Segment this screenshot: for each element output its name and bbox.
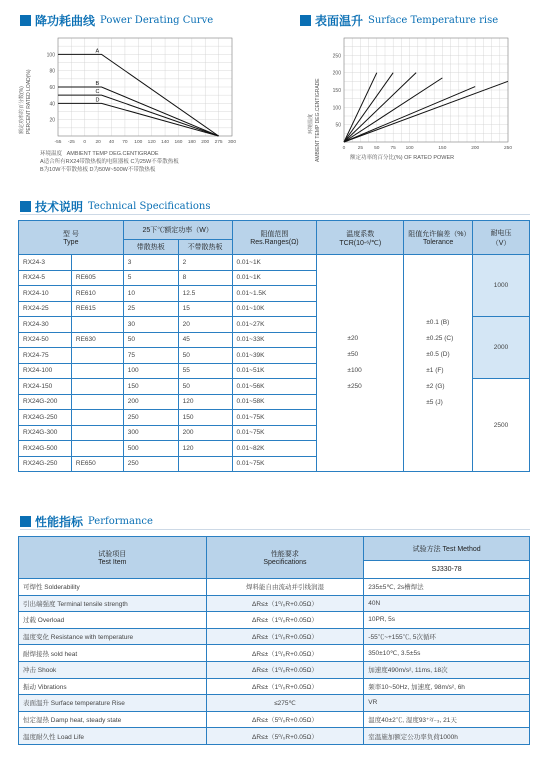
x-tick-label: 75 xyxy=(390,146,396,151)
table-cell: RE615 xyxy=(71,301,123,317)
x-tick-label: 100 xyxy=(405,146,414,151)
table-cell xyxy=(71,379,123,395)
header-specifications xyxy=(206,537,364,579)
table-cell: 2 xyxy=(178,255,232,271)
y-tick-label: 80 xyxy=(49,68,55,75)
table-cell: 0.01~75K xyxy=(232,456,317,472)
table-cell: RX24-150 xyxy=(19,379,72,395)
y-tick-label: 40 xyxy=(49,101,55,108)
header-item-cn: 试验项目 xyxy=(98,551,127,558)
table-cell-item: 耐焊接热 sold heat xyxy=(19,645,207,662)
table-cell: 50 xyxy=(178,379,232,395)
tcr-value: ±100 xyxy=(347,367,362,374)
tolerance-value: ±0.5 (D) xyxy=(426,351,450,358)
table-cell-method: 加速度490m/s², 11ms, 18次 xyxy=(364,661,530,678)
temperature-xcaption-cn: 额定功率的百分比(%) xyxy=(350,155,403,161)
table-cell-spec: 焊料能自由流动并引线润湿 xyxy=(206,579,364,596)
header-voltage xyxy=(473,221,530,255)
table-cell xyxy=(178,456,232,472)
table-cell-method: VR xyxy=(364,695,530,712)
table-cell: 0.01~75K xyxy=(232,425,317,441)
table-cell: 0.01~33K xyxy=(232,332,317,348)
perf-table xyxy=(18,536,530,745)
table-row xyxy=(19,579,530,596)
table-cell-method: 40N xyxy=(364,595,530,612)
section-tech-title xyxy=(20,198,210,214)
derating-ylabel-en: PERCENT RATED LOAD(%) xyxy=(26,69,32,134)
header-tcr xyxy=(317,221,404,255)
table-cell-item: 振动 Vibrations xyxy=(19,678,207,695)
table-cell xyxy=(71,255,123,271)
table-cell-spec: ΔR≤±（1⁰/₀R+0.05Ω） xyxy=(206,645,364,662)
y-tick-label: 20 xyxy=(49,117,55,124)
table-cell: RX24G-200 xyxy=(19,394,72,410)
table-cell-item: 冲击 Shook xyxy=(19,661,207,678)
table-cell: 250 xyxy=(123,410,178,426)
section-square-icon xyxy=(20,201,31,212)
header-standard: SJ330-78 xyxy=(364,561,530,579)
table-cell-spec: ΔR≤±（1⁰/₀R+0.05Ω） xyxy=(206,595,364,612)
header-tcr-cn: 温度系数 xyxy=(346,230,375,238)
table-row xyxy=(19,255,530,271)
table-cell: 5 xyxy=(123,270,178,286)
temperature-y-ticks xyxy=(333,53,342,128)
header-tolerance xyxy=(404,221,473,255)
table-cell: 0.01~1K xyxy=(232,270,317,286)
derating-chart xyxy=(14,34,284,154)
table-cell: 45 xyxy=(178,332,232,348)
table-cell xyxy=(71,348,123,364)
table-cell: 10 xyxy=(123,286,178,302)
table-cell-method: 频率10~50Hz, 加速度, 98m/s², 6h xyxy=(364,678,530,695)
x-tick-label: 150 xyxy=(438,146,447,151)
x-tick-label: 120 xyxy=(147,140,156,145)
table-cell: RX24-25 xyxy=(19,301,72,317)
header-test-method: 试验方法 Test Method xyxy=(364,537,530,561)
x-tick-label: 250 xyxy=(503,146,513,151)
table-cell: 120 xyxy=(178,441,232,457)
y-tick-label: 100 xyxy=(46,52,55,59)
section-title-cn: 技术说明 xyxy=(35,199,84,214)
table-cell: RX24-3 xyxy=(19,255,72,271)
table-cell-spec: ΔR≤±（1⁰/₀R+0.05Ω） xyxy=(206,661,364,678)
section-divider xyxy=(20,529,530,530)
x-tick-label: 40 xyxy=(108,140,115,145)
section-title-en: Power Derating Curve xyxy=(100,14,214,26)
table-cell: 12.5 xyxy=(178,286,232,302)
table-cell xyxy=(71,425,123,441)
x-tick-label: 200 xyxy=(471,146,480,151)
table-cell: 30 xyxy=(123,317,178,333)
section-title-cn: 性能指标 xyxy=(35,514,84,529)
tcr-value: ±20 xyxy=(347,335,359,342)
table-cell xyxy=(71,363,123,379)
table-cell-item: 恒定湿热 Damp heat, steady state xyxy=(19,711,207,728)
table-cell: 200 xyxy=(178,425,232,441)
temperature-ylabel-en: AMBIENT TEMP DEG.CENTIGRADE xyxy=(315,78,321,162)
header-type-en: Type xyxy=(63,239,79,246)
table-cell xyxy=(71,441,123,457)
table-cell-item: 可焊性 Solderability xyxy=(19,579,207,596)
tcr-cell xyxy=(317,255,404,472)
header-without-hs: 不带散热板 xyxy=(178,240,232,255)
table-cell: 200 xyxy=(123,394,178,410)
tcr-value: ±50 xyxy=(347,351,359,358)
table-cell-spec: ≤275℃ xyxy=(206,695,364,712)
table-cell: RX24-10 xyxy=(19,286,72,302)
y-tick-label: 60 xyxy=(49,85,55,91)
table-row xyxy=(19,695,530,712)
section-square-icon xyxy=(20,15,31,26)
table-cell-item: 表面温升 Surface temperature Rise xyxy=(19,695,207,712)
section-title-en: Performance xyxy=(88,515,153,527)
spec-table xyxy=(18,220,530,472)
table-cell: 250 xyxy=(123,456,178,472)
table-cell: 300 xyxy=(123,425,178,441)
temperature-ylabel-cn: 环境温度 xyxy=(308,113,314,134)
section-square-icon xyxy=(20,516,31,527)
table-row xyxy=(19,645,530,662)
table-cell: 0.01~1K xyxy=(232,255,317,271)
header-volt-en: （V） xyxy=(491,239,511,247)
tolerance-value: ±0.25 (C) xyxy=(426,335,454,342)
y-tick-label: 150 xyxy=(332,88,341,94)
tolerance-cell xyxy=(404,255,473,472)
table-cell: 0.01~51K xyxy=(232,363,317,379)
x-tick-label: 20 xyxy=(95,140,101,145)
table-row xyxy=(19,711,530,728)
x-tick-label: 100 xyxy=(134,140,143,145)
derating-x-ticks xyxy=(55,139,237,145)
header-test-item xyxy=(19,537,207,579)
table-cell-spec: ΔR≤±（5⁰/₀R+0.05Ω） xyxy=(206,728,364,745)
table-cell-method: 10PR, 5s xyxy=(364,612,530,629)
table-row xyxy=(19,678,530,695)
header-type xyxy=(19,221,124,255)
table-cell-method: 温度40±2℃, 湿度93⁺²/₋₃, 21天 xyxy=(364,711,530,728)
header-res-cn: 阻值范围 xyxy=(260,231,289,238)
y-tick-label: 250 xyxy=(332,53,341,60)
section-divider xyxy=(20,214,530,215)
table-cell: 20 xyxy=(178,317,232,333)
tcr-value: ±250 xyxy=(347,383,362,390)
tolerance-value: ±2 (G) xyxy=(426,383,445,390)
section-performance-title xyxy=(20,513,153,529)
x-tick-label: -25 xyxy=(67,140,75,145)
table-cell: 0.01~58K xyxy=(232,394,317,410)
section-temperature-title xyxy=(300,12,498,28)
derating-note-2: B为10W不带散热板 D为50W~500W不带散热板 xyxy=(40,167,156,173)
section-title-en: Technical Specifications xyxy=(88,200,211,212)
header-req-en: Specifications xyxy=(263,559,307,566)
table-cell: 8 xyxy=(178,270,232,286)
voltage-cell: 1000 xyxy=(473,255,530,317)
table-cell: 25 xyxy=(123,301,178,317)
curve-label-C: C xyxy=(95,89,100,96)
table-cell: RX24G-250 xyxy=(19,410,72,426)
table-cell: 75 xyxy=(123,348,178,364)
table-row xyxy=(19,595,530,612)
table-cell xyxy=(71,410,123,426)
header-type-cn: 型 号 xyxy=(62,231,79,238)
section-square-icon xyxy=(300,15,311,26)
table-cell-spec: ΔR≤±（1⁰/₀R+0.05Ω） xyxy=(206,612,364,629)
table-cell: 0.01~1.5K xyxy=(232,286,317,302)
table-cell: 0.01~75K xyxy=(232,410,317,426)
section-derating-title xyxy=(20,12,213,28)
table-cell: RX24G-300 xyxy=(19,425,72,441)
table-cell: 150 xyxy=(178,410,232,426)
header-item-en: Test Item xyxy=(98,559,127,566)
table-cell-item: 温度耐久性 Load Life xyxy=(19,728,207,745)
curve-label-B: B xyxy=(95,81,100,87)
table-cell-item: 温度变化 Resistance with temperature xyxy=(19,628,207,645)
y-tick-label: 50 xyxy=(335,122,341,129)
table-cell: 0.01~27K xyxy=(232,317,317,333)
derating-xcaption xyxy=(40,150,159,158)
table-cell-spec: ΔR≤±（1⁰/₀R+0.05Ω） xyxy=(206,628,364,645)
x-tick-label: 275 xyxy=(214,140,223,145)
table-row xyxy=(19,612,530,629)
tolerance-value: ±0.1 (B) xyxy=(426,319,450,326)
table-cell: RX24G-500 xyxy=(19,441,72,457)
header-tol-en: Tolerance xyxy=(422,239,454,246)
voltage-cell: 2500 xyxy=(473,379,530,472)
header-tcr-en: TCR(10-⁶/℃) xyxy=(339,239,382,247)
table-cell: 3 xyxy=(123,255,178,271)
temperature-x-ticks xyxy=(343,145,513,151)
x-tick-label: -55 xyxy=(54,140,62,145)
table-cell: 50 xyxy=(178,348,232,364)
table-cell: RE610 xyxy=(71,286,123,302)
table-cell: RX24-75 xyxy=(19,348,72,364)
x-tick-label: 50 xyxy=(374,146,380,151)
derating-xcaption-cn: 环境温度 xyxy=(40,151,63,157)
table-row xyxy=(19,728,530,745)
section-title-cn: 表面温升 xyxy=(315,13,364,28)
table-cell: 0.01~56K xyxy=(232,379,317,395)
header-volt-cn: 耐电压 xyxy=(490,229,512,237)
table-cell xyxy=(71,394,123,410)
x-tick-label: 180 xyxy=(187,140,196,145)
tolerance-value: ±5 (J) xyxy=(426,399,443,406)
table-cell-spec: ΔR≤±（1⁰/₀R+0.05Ω） xyxy=(206,678,364,695)
table-cell: 55 xyxy=(178,363,232,379)
table-cell-spec: ΔR≤±（5⁰/₀R+0.05Ω） xyxy=(206,711,364,728)
table-cell: RX24-100 xyxy=(19,363,72,379)
table-cell xyxy=(71,317,123,333)
x-tick-label: 160 xyxy=(174,140,183,145)
curve-label-D: D xyxy=(95,97,100,104)
table-cell: RX24-50 xyxy=(19,332,72,348)
temperature-xcaption-en: OF RATEO POWER xyxy=(404,155,455,161)
y-tick-label: 100 xyxy=(332,105,341,112)
table-cell: 150 xyxy=(123,379,178,395)
section-title-en: Surface Temperature rise xyxy=(368,14,499,26)
tolerance-value: ±1 (F) xyxy=(426,367,444,374)
table-cell: RX24G-250 xyxy=(19,456,72,472)
table-cell-method: 室温施加额定公功率负荷1000h xyxy=(364,728,530,745)
table-cell-item: 引出端强度 Terminal tensile strength xyxy=(19,595,207,612)
table-cell: 0.01~10K xyxy=(232,301,317,317)
x-tick-label: 25 xyxy=(357,146,364,151)
table-cell-item: 过载 Overload xyxy=(19,612,207,629)
table-cell: 0.01~82K xyxy=(232,441,317,457)
x-tick-label: 0 xyxy=(83,140,87,145)
x-tick-label: 0 xyxy=(342,146,346,151)
table-cell: RE605 xyxy=(71,270,123,286)
table-cell: 120 xyxy=(178,394,232,410)
curve-label-A: A xyxy=(95,48,100,55)
header-req-cn: 性能要求 xyxy=(270,551,299,558)
derating-note-1: A适合所有RX24带散热板的电阻器板 C为25W不带散热板 xyxy=(40,159,179,165)
table-cell: 100 xyxy=(123,363,178,379)
header-tol-cn: 阻值允许偏差（%） xyxy=(408,231,471,238)
table-cell-method: 235±5℃, 2s槽焊法 xyxy=(364,579,530,596)
table-row xyxy=(19,628,530,645)
x-tick-label: 140 xyxy=(161,140,170,145)
derating-ylabel-cn: 额定功率的百分数(%) xyxy=(19,86,25,134)
table-row xyxy=(19,661,530,678)
derating-y-ticks xyxy=(47,52,56,123)
x-tick-label: 300 xyxy=(227,140,237,145)
section-title-cn: 降功耗曲线 xyxy=(35,13,96,28)
header-res xyxy=(232,221,317,255)
y-tick-label: 200 xyxy=(332,70,341,77)
table-cell: 15 xyxy=(178,301,232,317)
table-cell-method: 350±10℃, 3.5±5s xyxy=(364,645,530,662)
table-cell: RE630 xyxy=(71,332,123,348)
temperature-chart xyxy=(300,34,525,169)
table-cell: RE650 xyxy=(71,456,123,472)
table-cell: RX24-30 xyxy=(19,317,72,333)
derating-xcaption-en: AMBIENT TEMP DEG.CENTIGRADE xyxy=(66,151,159,157)
header-res-en: Res.Ranges(Ω) xyxy=(250,239,299,246)
header-power: 25下℃额定功率（W） xyxy=(123,221,232,240)
x-tick-label: 200 xyxy=(201,140,210,145)
voltage-cell: 2000 xyxy=(473,317,530,379)
table-cell: RX24-5 xyxy=(19,270,72,286)
header-with-hs: 带散热板 xyxy=(123,240,178,255)
table-cell-method: -55℃~+155℃, 5次循环 xyxy=(364,628,530,645)
x-tick-label: 70 xyxy=(122,140,128,145)
table-cell: 500 xyxy=(123,441,178,457)
temperature-xcaption xyxy=(350,154,454,162)
table-cell: 50 xyxy=(123,332,178,348)
table-cell: 0.01~39K xyxy=(232,348,317,364)
